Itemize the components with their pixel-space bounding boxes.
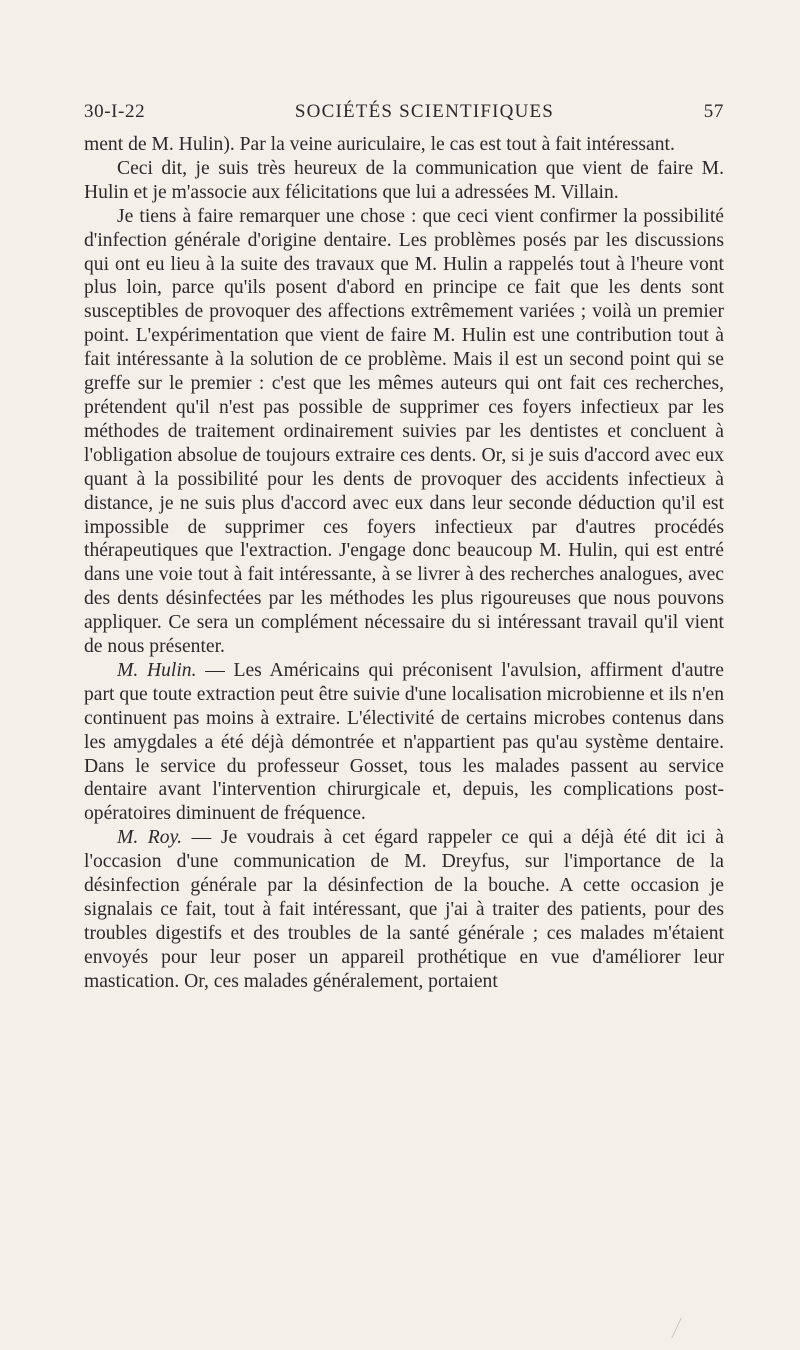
paragraph-1 (84, 133, 724, 157)
paragraph-text: — Les Américains qui préconisent l'avulsion, affirment d'autre part que toute extraction peut être suivie d'une localisation microbienne et ils n'en continuent pas moins à extraire. L'électivité de certains microbes contenus dans les amygdales a été déjà démontrée et n'appartient pas qu'au système dentaire. Dans le service du professeur Gosset, tous les malades passent au service dentaire avant l'intervention chirurgicale et, depuis, les complications post-opératoires diminuent de fréquence. (84, 659, 725, 825)
paragraph-4 (84, 659, 724, 826)
paragraph-text: — Je voudrais à cet égard rappeler ce qui a déjà été dit ici à l'occasion d'une communication de M. Dreyfus, sur l'importance de la désinfection générale par la désinfection de la bouche. A cette occasion je signalais ce fait, tout à fait intéressant, que j'ai à traiter des patients, pour des troubles digestifs et des troubles de la santé générale ; ces malades m'étaient envoyés pour leur poser un appareil prothétique en vue d'améliorer leur mastication. Or, ces malades généralement, portaient (84, 827, 724, 992)
paragraph-text: Ceci dit, je suis très heureux de la communication que vient de faire M. Hulin et je m'associe aux félicitations que lui a adressées M. Villain. (84, 157, 724, 203)
paragraph-2 (84, 157, 724, 205)
speaker-name: M. Roy. (117, 827, 183, 849)
paragraph-3 (84, 205, 724, 659)
header-title: SOCIÉTÉS SCIENTIFIQUES (294, 101, 555, 122)
page-body (84, 133, 724, 994)
paragraph-5 (84, 826, 724, 993)
paragraph-text: ment de M. Hulin). Par la veine auriculaire, le cas est tout à fait intéressant. (84, 134, 675, 155)
paper-mark (671, 1318, 687, 1338)
speaker-name: M. Hulin. (117, 659, 197, 681)
running-header (84, 101, 724, 123)
header-date: 30-I-22 (84, 101, 146, 122)
page-number: 57 (703, 101, 724, 122)
paragraph-text: Je tiens à faire remarquer une chose : que ceci vient confirmer la possibilité d'infection générale d'origine dentaire. Les problèmes posés par les discussions qui ont eu lieu à la suite des travaux que M. Hulin a rappelés tout à l'heure vont plus loin, parce qu'ils posent d'abord en principe ce fait que les dents sont susceptibles de provoquer des affections extrêmement variées ; voilà un premier point. L'expérimentation que vient de faire M. Hulin est une contribution tout à fait intéressante à la solution de ce problème. Mais il est un second point qui se greffe sur le premier : c'est que les mêmes auteurs qui ont fait ces recherches, prétendent qu'il n'est pas possible de supprimer ces foyers infectieux par les méthodes de traitement ordinairement suivies par les dentistes et concluent à l'obligation absolue de toujours extraire ces dents. Or, si je suis d'accord avec eux quant à la possibilité pour les dents de provoquer des accidents infectieux à distance, je ne suis plus d'accord avec eux dans leur seconde déduction qu'il est impossible de supprimer ces foyers infectieux par d'autres procédés thérapeutiques que l'extraction. J'engage donc beaucoup M. Hulin, qui est entré dans une voie tout à fait intéressante, à se livrer à des recherches analogues, avec des dents désinfectées par les méthodes les plus rigoureuses que nous pouvons appliquer. Ce sera un complément nécessaire du si intéressant travail qu'il vient de nous présenter. (84, 205, 724, 658)
